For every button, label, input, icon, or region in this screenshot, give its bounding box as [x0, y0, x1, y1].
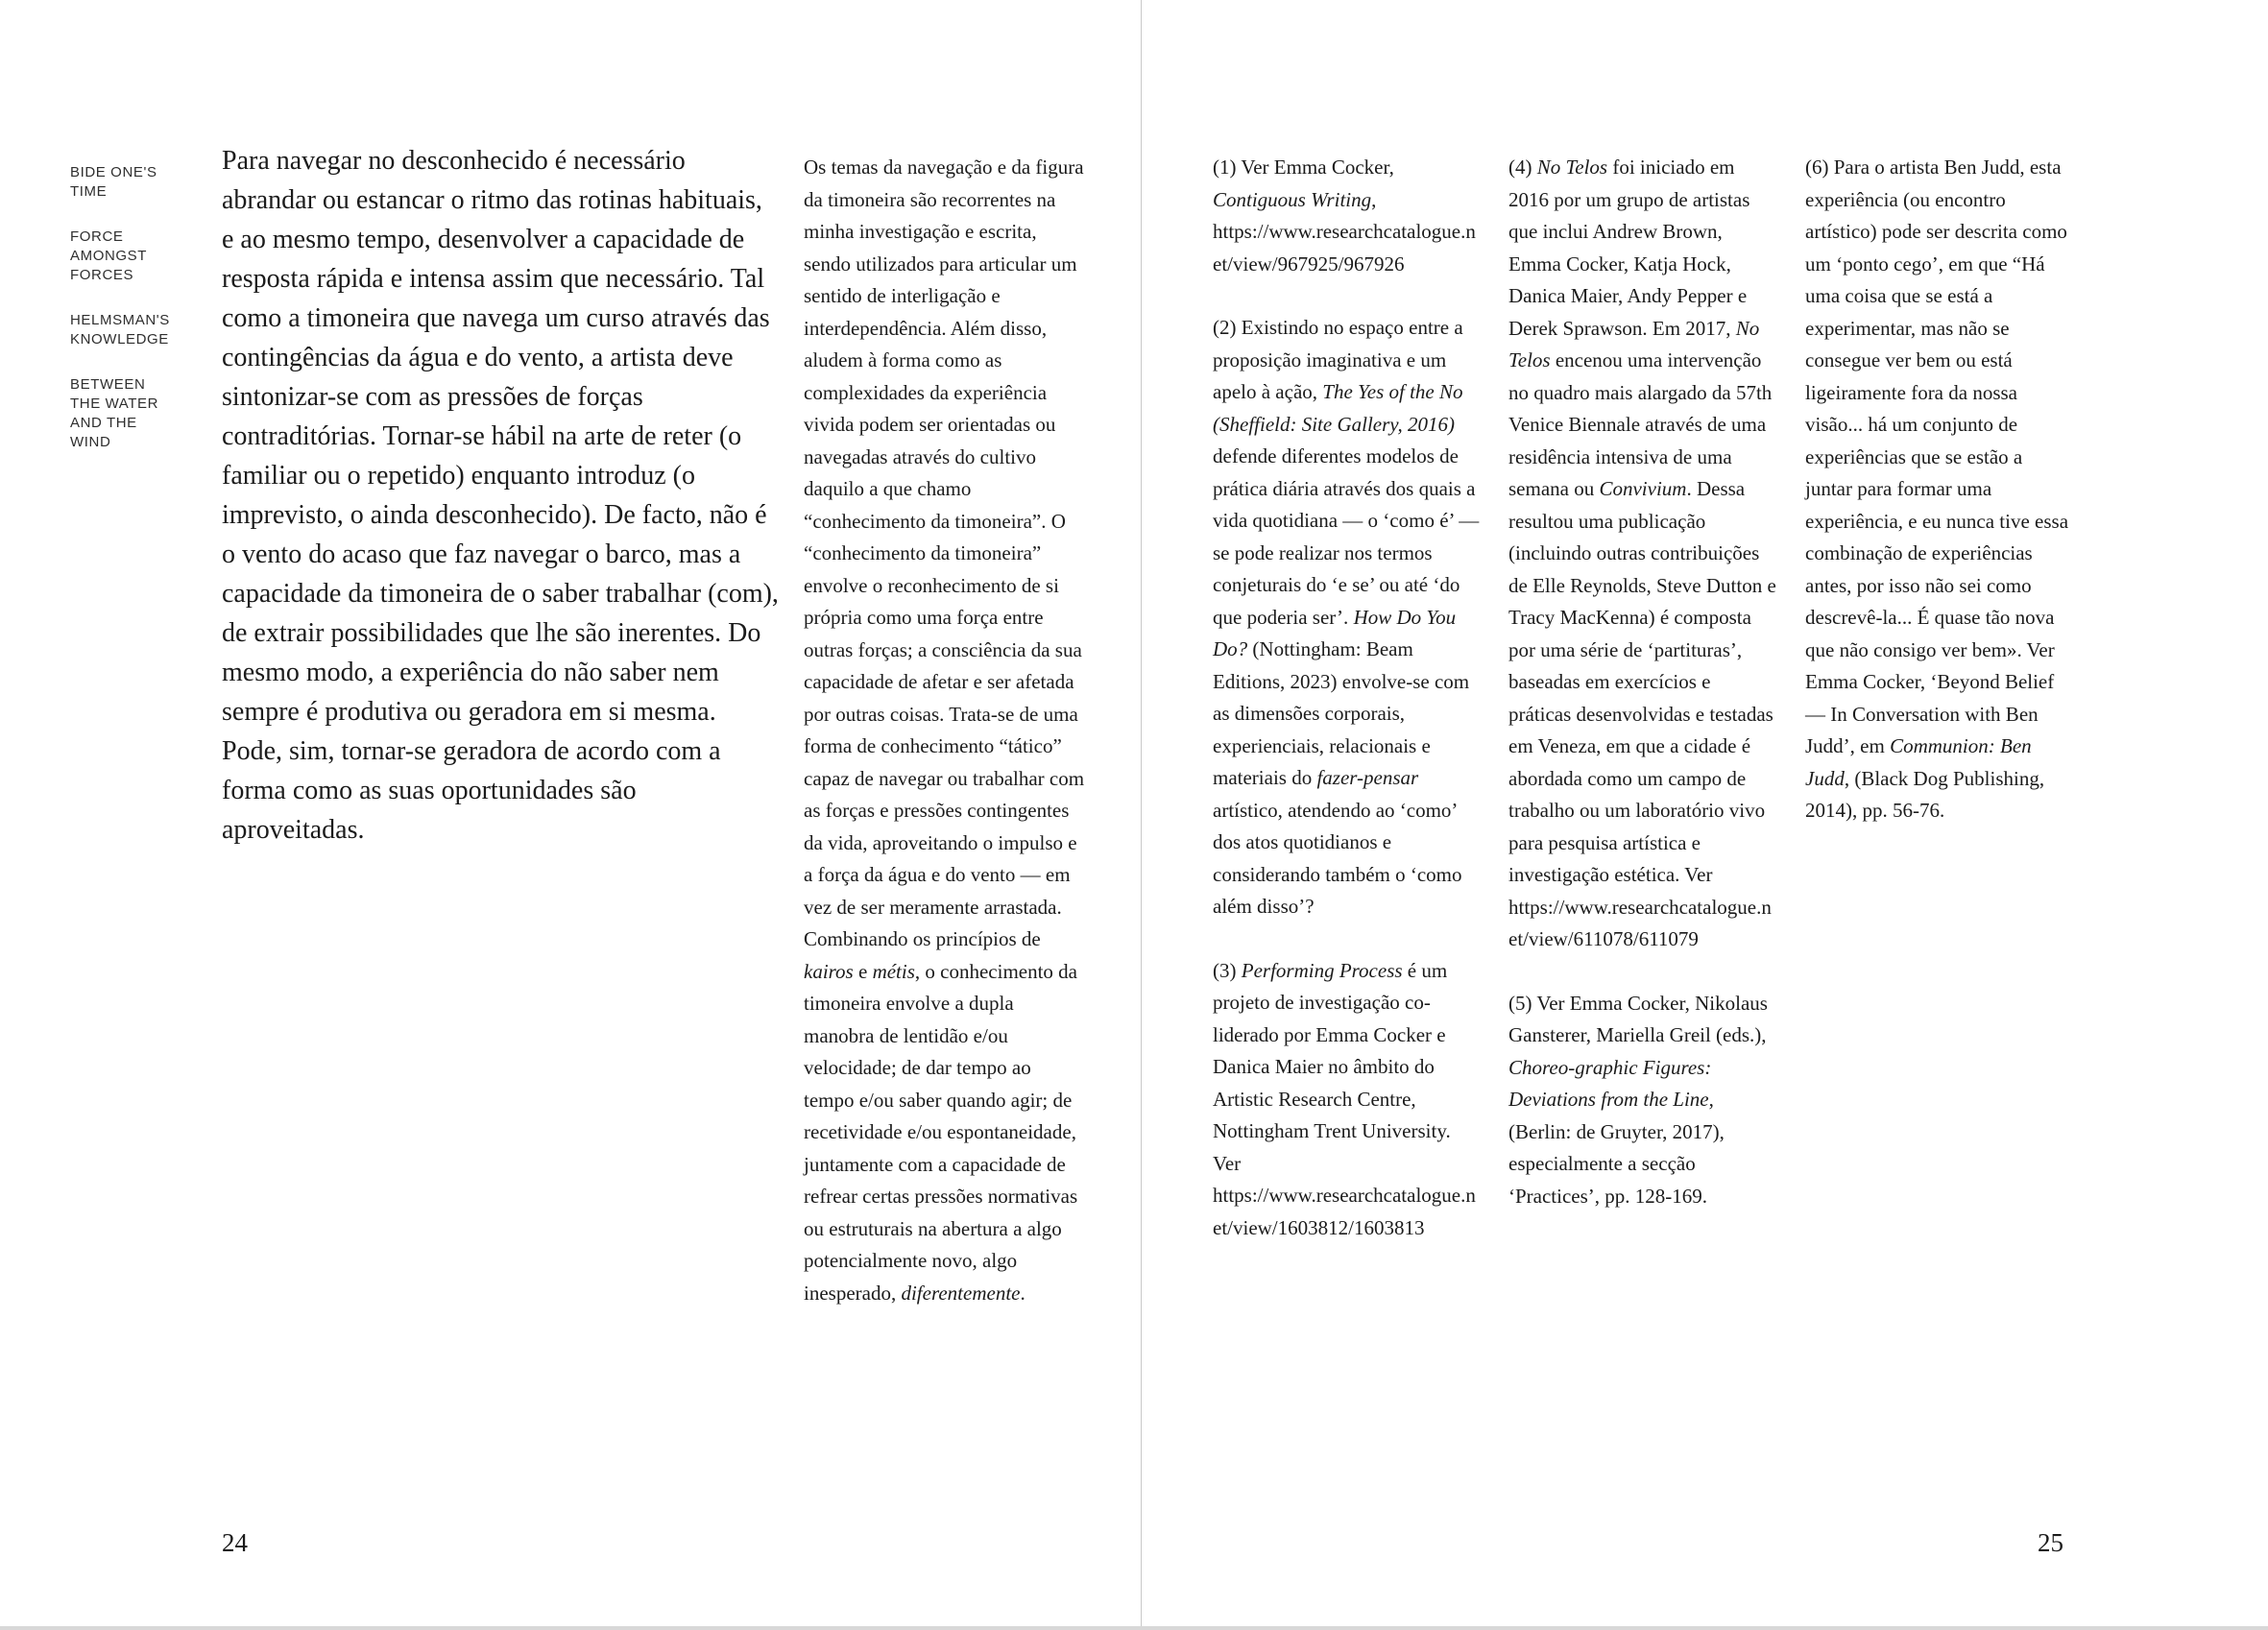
footnote-1: (1) Ver Emma Cocker, Contiguous Writing, https://www.researchcatalogue.net/view/967925/967926	[1213, 156, 1476, 276]
margin-title-force-amongst-forces: FORCE AMONGST FORCES	[70, 228, 147, 283]
page-number-right: 25	[2038, 1528, 2063, 1557]
side-note-text: Os temas da navegação e da figura da timoneira são recorrentes na minha investigação e escrita, sendo utilizados para articular um sentido de interligação e interdependência. Além disso, aludem à forma como as complexidades da experiência vivida podem ser orientadas ou navegadas através do cultivo daquilo a que chamo “conhecimento da timoneira”. O “conhecimento da timoneira” envolve o reconhecimento de si própria como uma força entre outras forças; a consciência da sua capacidade de afetar e ser afetada por outras coisas. Trata-se de uma forma de conhecimento “tático” capaz de navegar ou trabalhar com as forças e pressões contingentes da vida, aproveitando o impulso e a força da água e do vento — em vez de ser meramente arrastada. Combinando os princípios de kairos e métis, o conhecimento da timoneira envolve a dupla manobra de lentidão e/ou velocidade; de dar tempo ao tempo e/ou saber quando agir; de recetividade e/ou espontaneidade, juntamente com a capacidade de refrear certas pressões normativas ou estruturais na abertura a algo potencialmente novo, algo inesperado, diferentemente.	[804, 156, 1085, 1305]
main-body-text: Para navegar no desconhecido é necessário abrandar ou estancar o ritmo das rotinas habituais, e ao mesmo tempo, desenvolver a capacidade de resposta rápida e intensa assim que necessário. Tal como a timoneira que navega um curso através das contingências da água e do vento, a artista deve sintonizar-se com as pressões de forças contraditórias. Tornar-se hábil na arte de reter (o familiar ou o repetido) enquanto introduz (o imprevisto, o ainda desconhecido). De facto, não é o vento do acaso que faz navegar o barco, mas a capacidade da timoneira de o saber trabalhar (com), de extrair possibilidades que lhe são inerentes. Do mesmo modo, a experiência do não saber nem sempre é produtiva ou geradora em si mesma. Pode, sim, tornar-se geradora de acordo com a forma como as suas oportunidades são aproveitadas.	[222, 146, 779, 845]
page-gutter-divider	[1141, 0, 1142, 1630]
footnote-column-1	[1213, 152, 1482, 1276]
margin-title-between-water-wind: BETWEEN THE WATER AND THE WIND	[70, 376, 159, 450]
page-number-left: 24	[222, 1528, 248, 1557]
footnote-column-2	[1508, 152, 1777, 1244]
footnote-column-3	[1805, 152, 2074, 859]
footnote-6: (6) Para o artista Ben Judd, esta experiência (ou encontro artístico) pode ser descrita como um ‘ponto cego’, em que “Há uma coisa que se está a experimentar, mas não se consegue ver bem ou está ligeiramente fora da nossa visão... há um conjunto de experiências que se estão a juntar para formar uma experiência, e eu nunca tive essa combinação de experiências antes, por isso não sei como descrevê-la... É quase tão nova que não consigo ver bem». Ver Emma Cocker, ‘Beyond Belief — In Conversation with Ben Judd’, em Communion: Ben Judd, (Black Dog Publishing, 2014), pp. 56-76.	[1805, 156, 2069, 822]
footnote-3: (3) Performing Process é um projeto de investigação co-liderado por Emma Cocker e Danica Maier no âmbito do Artistic Research Centre, Nottingham Trent University. Ver https://www.researchcatalogue.net/view/1603812/1603813	[1213, 958, 1476, 1239]
margin-title-bide-ones-time: BIDE ONE'S TIME	[70, 164, 157, 200]
page-bottom-edge	[0, 1626, 2268, 1630]
footnote-2: (2) Existindo no espaço entre a proposição imaginativa e um apelo à ação, The Yes of the No (Sheffield: Site Gallery, 2016) defende diferentes modelos de prática diária através dos quais a vida quotidiana — o ‘como é’ — se pode realizar nos termos conjeturais do ‘e se’ ou até ‘do que poderia ser’. How Do You Do? (Nottingham: Beam Editions, 2023) envolve-se com as dimensões corporais, experienciais, relacionais e materiais do fazer-pensar artístico, atendendo ao ‘como’ dos atos quotidianos e considerando também o ‘como além disso’?	[1213, 316, 1480, 918]
margin-title-helmsmans-knowledge: HELMSMAN'S KNOWLEDGE	[70, 312, 170, 348]
margin-titles	[70, 163, 176, 478]
footnote-5: (5) Ver Emma Cocker, Nikolaus Gansterer, Mariella Greil (eds.), Choreo-graphic Figures: Deviations from the Line, (Berlin: de Gruyter, 2017), especialmente a secção ‘Practices’, pp. 128-169.	[1508, 991, 1768, 1208]
footnote-4: (4) No Telos foi iniciado em 2016 por um grupo de artistas que inclui Andrew Brown, Emma Cocker, Katja Hock, Danica Maier, Andy Pepper e Derek Sprawson. Em 2017, No Telos encenou uma intervenção no quadro mais alargado da 57th Venice Biennale através de uma residência intensiva de uma semana ou Convivium. Dessa resultou uma publicação (incluindo outras contribuições de Elle Reynolds, Steve Dutton e Tracy MacKenna) é composta por uma série de ‘partituras’, baseadas em exercícios e práticas desenvolvidas e testadas em Veneza, em que a cidade é abordada como um campo de trabalho ou um laboratório vivo para pesquisa artística e investigação estética. Ver https://www.researchcatalogue.net/view/611078/611079	[1508, 156, 1776, 950]
